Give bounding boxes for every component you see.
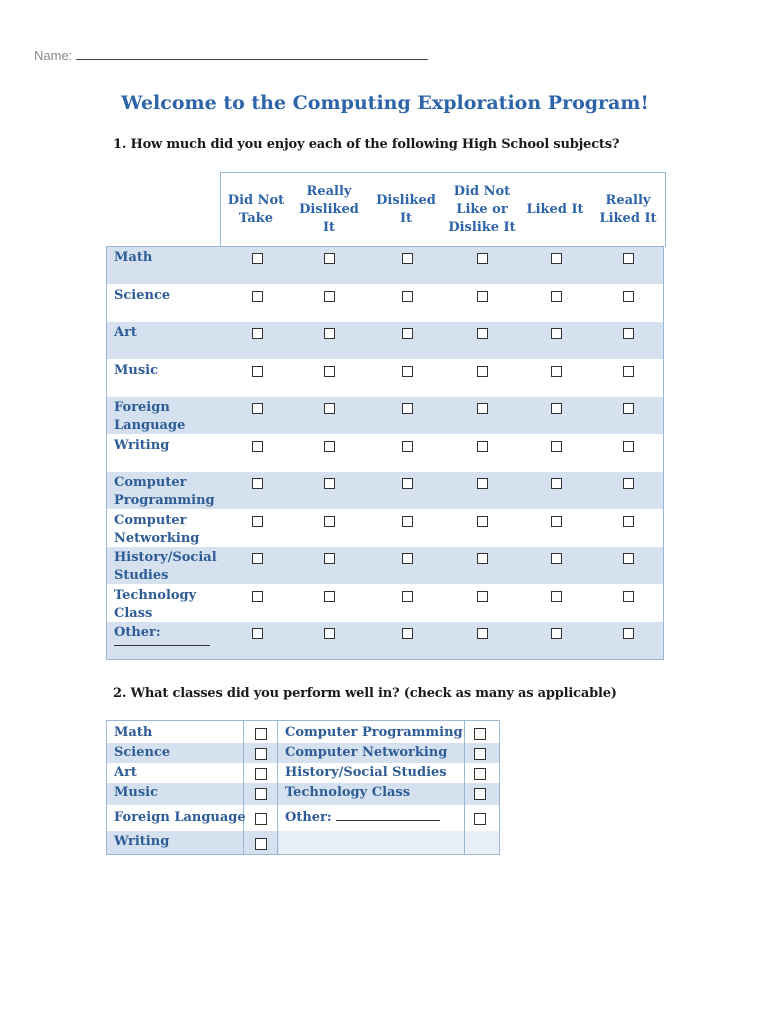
checkbox[interactable]	[252, 441, 263, 452]
right-label: Computer Networking	[285, 745, 448, 760]
checkbox[interactable]	[474, 813, 486, 825]
checkbox[interactable]	[623, 253, 634, 264]
col-header-neutral: Did Not Like or Dislike It	[448, 184, 516, 235]
table-row	[107, 247, 663, 285]
right-label: Computer Programming	[285, 725, 463, 740]
checkbox[interactable]	[551, 403, 562, 414]
checkbox[interactable]	[623, 628, 634, 639]
checkbox[interactable]	[324, 403, 335, 414]
rating-table	[106, 246, 664, 660]
checkbox[interactable]	[252, 366, 263, 377]
left-label: Science	[114, 745, 171, 760]
checkbox[interactable]	[623, 328, 634, 339]
col-header-disliked: Disliked It	[376, 193, 436, 226]
checkbox[interactable]	[551, 628, 562, 639]
checkbox[interactable]	[324, 516, 335, 527]
checkbox[interactable]	[477, 403, 488, 414]
checkbox[interactable]	[623, 516, 634, 527]
checkbox[interactable]	[402, 628, 413, 639]
checkbox[interactable]	[252, 291, 263, 302]
checkbox[interactable]	[551, 591, 562, 602]
row-label: Writing	[114, 437, 170, 453]
checkbox[interactable]	[324, 478, 335, 489]
divider	[243, 721, 244, 854]
table-row	[107, 547, 663, 585]
checkbox[interactable]	[324, 291, 335, 302]
row-label: Music	[114, 362, 159, 378]
checkbox[interactable]	[255, 813, 267, 825]
checkbox[interactable]	[402, 441, 413, 452]
performance-table	[106, 720, 500, 855]
checkbox[interactable]	[551, 516, 562, 527]
col-header-really-liked: Really Liked It	[599, 193, 657, 226]
checkbox[interactable]	[324, 328, 335, 339]
checkbox[interactable]	[402, 478, 413, 489]
page-title: Welcome to the Computing Exploration Program!	[121, 92, 649, 114]
checkbox[interactable]	[551, 328, 562, 339]
table-row	[107, 435, 663, 473]
table-row	[107, 472, 663, 510]
checkbox[interactable]	[477, 553, 488, 564]
row-label: Foreign Language	[114, 400, 186, 433]
checkbox[interactable]	[324, 253, 335, 264]
checkbox[interactable]	[402, 516, 413, 527]
row-label: History/Social Studies	[114, 550, 217, 583]
checkbox[interactable]	[252, 591, 263, 602]
table-row	[107, 585, 663, 623]
row-label: Art	[114, 325, 137, 340]
row-label: Computer Programming	[114, 475, 215, 508]
checkbox[interactable]	[402, 403, 413, 414]
checkbox[interactable]	[255, 748, 267, 760]
left-label: Math	[114, 725, 153, 740]
checkbox[interactable]	[477, 366, 488, 377]
row-label: Math	[114, 250, 153, 265]
checkbox[interactable]	[324, 441, 335, 452]
checkbox[interactable]	[474, 788, 486, 800]
divider	[277, 721, 278, 854]
other-input-line[interactable]	[336, 819, 440, 821]
checkbox[interactable]	[252, 628, 263, 639]
table-row	[107, 360, 663, 398]
other-label: Other:	[114, 625, 161, 640]
name-label: Name:	[34, 48, 73, 63]
row-label: Technology Class	[114, 587, 197, 621]
checkbox[interactable]	[551, 366, 562, 377]
checkbox[interactable]	[623, 403, 634, 414]
checkbox[interactable]	[402, 366, 413, 377]
checkbox[interactable]	[623, 291, 634, 302]
question-2: 2. What classes did you perform well in? (check as many as applicable)	[113, 686, 617, 701]
checkbox[interactable]	[477, 478, 488, 489]
checkbox[interactable]	[623, 478, 634, 489]
checkbox[interactable]	[477, 253, 488, 264]
checkbox[interactable]	[402, 328, 413, 339]
checkbox[interactable]	[551, 478, 562, 489]
col-header-did-not-take: Did Not Take	[227, 193, 285, 226]
checkbox[interactable]	[477, 291, 488, 302]
checkbox[interactable]	[623, 553, 634, 564]
right-label-other	[285, 809, 440, 827]
checkbox[interactable]	[623, 441, 634, 452]
right-label: Technology Class	[285, 785, 411, 800]
left-label: Music	[114, 785, 159, 800]
row-label-other	[114, 624, 218, 646]
left-label: Art	[114, 765, 137, 780]
checkbox[interactable]	[402, 591, 413, 602]
checkbox[interactable]	[252, 478, 263, 489]
checkbox[interactable]	[255, 838, 267, 850]
left-label: Foreign Language	[114, 810, 246, 825]
checkbox[interactable]	[551, 253, 562, 264]
checkbox[interactable]	[551, 553, 562, 564]
checkbox[interactable]	[252, 253, 263, 264]
checkbox[interactable]	[474, 768, 486, 780]
checkbox[interactable]	[255, 788, 267, 800]
left-label: Writing	[114, 834, 170, 849]
table-row	[107, 285, 663, 323]
checkbox[interactable]	[477, 628, 488, 639]
other-label: Other:	[285, 810, 332, 825]
checkbox[interactable]	[252, 328, 263, 339]
checkbox[interactable]	[623, 366, 634, 377]
row-label: Computer Networking	[114, 512, 200, 546]
checkbox[interactable]	[324, 366, 335, 377]
col-header-liked: Liked It	[526, 202, 584, 217]
name-field[interactable]	[34, 48, 428, 63]
table-row	[279, 831, 499, 854]
table-row	[107, 510, 663, 548]
checkbox[interactable]	[477, 591, 488, 602]
checkbox[interactable]	[474, 748, 486, 760]
checkbox[interactable]	[402, 291, 413, 302]
checkbox[interactable]	[623, 591, 634, 602]
table-row	[107, 622, 663, 659]
table-row	[107, 397, 663, 435]
checkbox[interactable]	[255, 768, 267, 780]
checkbox[interactable]	[252, 553, 263, 564]
col-header-really-disliked: Really Disliked It	[299, 184, 359, 235]
rating-table-header	[220, 172, 666, 247]
checkbox[interactable]	[477, 516, 488, 527]
checkbox[interactable]	[252, 403, 263, 414]
checkbox[interactable]	[255, 728, 267, 740]
checkbox[interactable]	[551, 441, 562, 452]
row-label: Science	[114, 287, 171, 303]
checkbox[interactable]	[402, 253, 413, 264]
checkbox[interactable]	[477, 441, 488, 452]
other-input-line[interactable]	[114, 644, 210, 646]
checkbox[interactable]	[324, 553, 335, 564]
table-row	[107, 322, 663, 360]
checkbox[interactable]	[551, 291, 562, 302]
checkbox[interactable]	[477, 328, 488, 339]
question-1: 1. How much did you enjoy each of the following High School subjects?	[113, 137, 620, 152]
divider	[464, 721, 465, 854]
checkbox[interactable]	[324, 591, 335, 602]
name-underline[interactable]	[76, 49, 428, 60]
checkbox[interactable]	[252, 516, 263, 527]
checkbox[interactable]	[402, 553, 413, 564]
checkbox[interactable]	[474, 728, 486, 740]
right-label: History/Social Studies	[285, 765, 447, 780]
checkbox[interactable]	[324, 628, 335, 639]
